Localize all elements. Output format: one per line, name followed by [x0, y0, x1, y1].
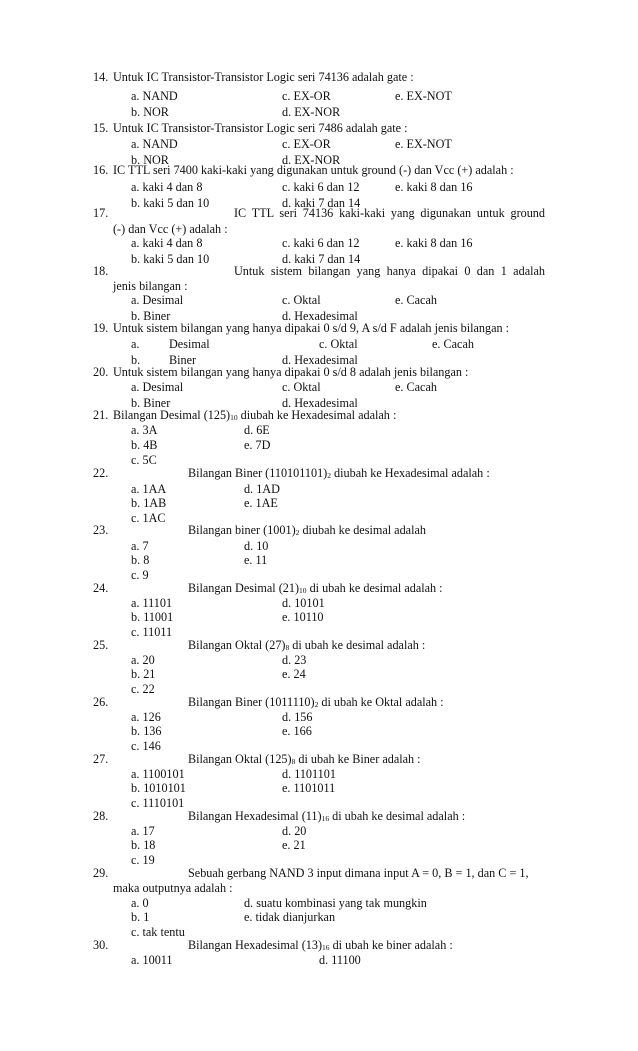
q29-option-a: a. 0: [131, 896, 149, 910]
q19-option-b-word: Biner: [169, 353, 197, 367]
q22-text-pre: Bilangan Biner (110101101): [188, 466, 328, 480]
q29-option-e: e. tidak dianjurkan: [244, 910, 336, 924]
q15-option-a: a. NAND: [131, 137, 178, 151]
q23-option-b: b. 8: [131, 553, 150, 567]
q16-option-b: b. kaki 5 dan 10: [131, 196, 210, 210]
q27-text-pre: Bilangan Oktal (125): [188, 752, 292, 766]
q29-number: 29.: [93, 866, 109, 880]
q25-option-a: a. 20: [131, 653, 155, 667]
q29-text-line2: maka outputnya adalah :: [113, 881, 233, 895]
q22-option-e: e. 1AE: [244, 496, 278, 510]
q20-option-e: e. Cacah: [395, 380, 437, 394]
q26-option-d: d. 156: [282, 710, 313, 724]
q15-option-b: b. NOR: [131, 153, 169, 167]
q16-number: 16.: [93, 163, 109, 177]
q30-option-d: d. 11100: [319, 953, 361, 967]
q21-option-c: c. 5C: [131, 453, 157, 467]
q16-option-e: e. kaki 8 dan 16: [395, 180, 473, 194]
q15-option-c: c. EX-OR: [282, 137, 331, 151]
q18-option-d: d. Hexadesimal: [282, 309, 358, 323]
q25-base-subscript: 8: [285, 643, 290, 652]
q16-option-d: d. kaki 7 dan 14: [282, 196, 361, 210]
q19-option-e: e. Cacah: [432, 337, 474, 351]
q19-option-c: c. Oktal: [319, 337, 358, 351]
q27-option-a: a. 1100101: [131, 767, 185, 781]
q14-option-e: e. EX-NOT: [395, 89, 452, 103]
q28-option-a: a. 17: [131, 824, 155, 838]
q19-text: Untuk sistem bilangan yang hanya dipakai 0 s/d 9, A s/d F adalah jenis bilangan :: [113, 321, 510, 335]
q14-option-a: a. NAND: [131, 89, 178, 103]
q23-base-subscript: 2: [295, 528, 300, 537]
q15-option-d: d. EX-NOR: [282, 153, 341, 167]
q21-text-post: diubah ke Hexadesimal adalah :: [237, 408, 397, 422]
q20-option-b: b. Biner: [131, 396, 171, 410]
q14-option-c: c. EX-OR: [282, 89, 331, 103]
q21-option-b: b. 4B: [131, 438, 158, 452]
q23-option-e: e. 11: [244, 553, 268, 567]
q29-option-b: b. 1: [131, 910, 150, 924]
q30-option-a: a. 10011: [131, 953, 173, 967]
q29-text-line1: Sebuah gerbang NAND 3 input dimana input A = 0, B = 1, dan C = 1,: [188, 866, 529, 880]
q28-option-b: b. 18: [131, 838, 156, 852]
q14-text: Untuk IC Transistor-Transistor Logic seri 74136 adalah gate :: [113, 70, 414, 84]
q23-number: 23.: [93, 523, 109, 537]
q24-number: 24.: [93, 581, 109, 595]
q28-option-e: e. 21: [282, 838, 306, 852]
q24-option-d: d. 10101: [282, 596, 325, 610]
q23-text-pre: Bilangan biner (1001): [188, 523, 296, 537]
q24-option-b: b. 11001: [131, 610, 174, 624]
q28-text-post: di ubah ke desimal adalah :: [329, 809, 466, 823]
q20-option-a: a. Desimal: [131, 380, 184, 394]
q24-text: [188, 581, 443, 595]
q16-option-c: c. kaki 6 dan 12: [282, 180, 360, 194]
q14-option-d: d. EX-NOR: [282, 105, 341, 119]
q23-option-c: c. 9: [131, 568, 149, 582]
q23-option-a: a. 7: [131, 539, 149, 553]
q29-option-c: c. tak tentu: [131, 925, 185, 939]
q17-option-d: d. kaki 7 dan 14: [282, 252, 361, 266]
q25-option-e: e. 24: [282, 667, 306, 681]
q27-text: [188, 752, 421, 766]
q26-text-post: di ubah ke Oktal adalah :: [318, 695, 444, 709]
q14-number: 14.: [93, 70, 109, 84]
q20-option-c: c. Oktal: [282, 380, 321, 394]
q15-option-e: e. EX-NOT: [395, 137, 452, 151]
q18-option-b: b. Biner: [131, 309, 171, 323]
q17-text-line1: IC TTL seri 74136 kaki-kaki yang digunakan untuk ground: [234, 206, 545, 220]
q26-number: 26.: [93, 695, 109, 709]
q19-option-a-word: Desimal: [169, 337, 210, 351]
q24-base-subscript: 10: [299, 586, 307, 595]
q18-option-a: a. Desimal: [131, 293, 184, 307]
q22-base-subscript: 2: [327, 471, 331, 480]
q27-option-b: b. 1010101: [131, 781, 186, 795]
q18-option-c: c. Oktal: [282, 293, 321, 307]
q27-option-d: d. 1101101: [282, 767, 336, 781]
q28-option-d: d. 20: [282, 824, 307, 838]
q16-text: IC TTL seri 7400 kaki-kaki yang digunakan untuk ground (-) dan Vcc (+) adalah :: [113, 163, 514, 177]
q26-base-subscript: 2: [314, 700, 319, 709]
q28-number: 28.: [93, 809, 109, 823]
q30-text-post: di ubah ke biner adalah :: [329, 938, 453, 952]
q21-text-pre: Bilangan Desimal (125): [113, 408, 231, 422]
q28-option-c: c. 19: [131, 853, 155, 867]
q24-option-a: a. 11101: [131, 596, 173, 610]
q27-option-e: e. 1101011: [282, 781, 336, 795]
q21-option-d: d. 6E: [244, 423, 270, 437]
q24-option-e: e. 10110: [282, 610, 324, 624]
q26-text-pre: Bilangan Biner (1011110): [188, 695, 315, 709]
q30-base-subscript: 16: [322, 943, 330, 952]
q30-text: [188, 938, 453, 952]
q19-number: 19.: [93, 321, 109, 335]
q18-number: 18.: [93, 264, 109, 278]
q26-option-b: b. 136: [131, 724, 162, 738]
q25-text-pre: Bilangan Oktal (27): [188, 638, 286, 652]
q24-text-pre: Bilangan Desimal (21): [188, 581, 300, 595]
q27-text-post: di ubah ke Biner adalah :: [295, 752, 421, 766]
q21-option-a: a. 3A: [131, 423, 158, 437]
q25-text-post: di ubah ke desimal adalah :: [289, 638, 426, 652]
q26-option-e: e. 166: [282, 724, 312, 738]
q18-option-e: e. Cacah: [395, 293, 437, 307]
q20-option-d: d. Hexadesimal: [282, 396, 358, 410]
q22-text-post: diubah ke Hexadesimal adalah :: [330, 466, 490, 480]
q25-number: 25.: [93, 638, 109, 652]
q25-option-c: c. 22: [131, 682, 155, 696]
q22-text: [188, 466, 490, 480]
q23-text: [188, 523, 426, 537]
q19-option-d: d. Hexadesimal: [282, 353, 358, 367]
q16-option-a: a. kaki 4 dan 8: [131, 180, 203, 194]
q22-option-a: a. 1AA: [131, 482, 167, 496]
q19-option-b-letter: b.: [131, 353, 141, 367]
q26-text: [188, 695, 444, 709]
q21-number: 21.: [93, 408, 109, 422]
q21-option-e: e. 7D: [244, 438, 271, 452]
q22-number: 22.: [93, 466, 109, 480]
q23-text-post: diubah ke desimal adalah: [299, 523, 426, 537]
q22-option-b: b. 1AB: [131, 496, 167, 510]
q18-text-line1: Untuk sistem bilangan yang hanya dipakai 0 dan 1 adalah: [234, 264, 545, 278]
q22-option-c: c. 1AC: [131, 511, 166, 525]
q30-number: 30.: [93, 938, 109, 952]
q15-text: Untuk IC Transistor-Transistor Logic seri 7486 adalah gate :: [113, 121, 408, 135]
q27-option-c: c. 1110101: [131, 796, 185, 810]
q28-base-subscript: 16: [321, 814, 330, 823]
q17-option-a: a. kaki 4 dan 8: [131, 236, 203, 250]
q20-text: Untuk sistem bilangan yang hanya dipakai 0 s/d 8 adalah jenis bilangan :: [113, 365, 469, 379]
q15-number: 15.: [93, 121, 109, 135]
q20-number: 20.: [93, 365, 109, 379]
q26-option-a: a. 126: [131, 710, 161, 724]
q26-option-c: c. 146: [131, 739, 161, 753]
q23-option-d: d. 10: [244, 539, 269, 553]
q28-text: [188, 809, 465, 823]
q24-option-c: c. 11011: [131, 625, 173, 639]
q14-option-b: b. NOR: [131, 105, 169, 119]
q30-text-pre: Bilangan Hexadesimal (13): [188, 938, 323, 952]
q21-base-subscript: 10: [230, 413, 238, 422]
q24-text-post: di ubah ke desimal adalah :: [306, 581, 443, 595]
q17-number: 17.: [93, 206, 109, 220]
q28-text-pre: Bilangan Hexadesimal (11): [188, 809, 322, 823]
q29-option-d: d. suatu kombinasi yang tak mungkin: [244, 896, 427, 910]
q25-text: [188, 638, 425, 652]
q25-option-d: d. 23: [282, 653, 307, 667]
q17-option-b: b. kaki 5 dan 10: [131, 252, 210, 266]
q17-option-c: c. kaki 6 dan 12: [282, 236, 360, 250]
q22-option-d: d. 1AD: [244, 482, 280, 496]
q21-text: [113, 408, 396, 422]
q17-option-e: e. kaki 8 dan 16: [395, 236, 473, 250]
q25-option-b: b. 21: [131, 667, 156, 681]
q19-option-a-letter: a.: [131, 337, 140, 351]
q17-text-line2: (-) dan Vcc (+) adalah :: [113, 222, 228, 236]
q18-text-line2: jenis bilangan :: [113, 279, 188, 293]
q27-number: 27.: [93, 752, 109, 766]
q27-base-subscript: 8: [291, 757, 296, 766]
